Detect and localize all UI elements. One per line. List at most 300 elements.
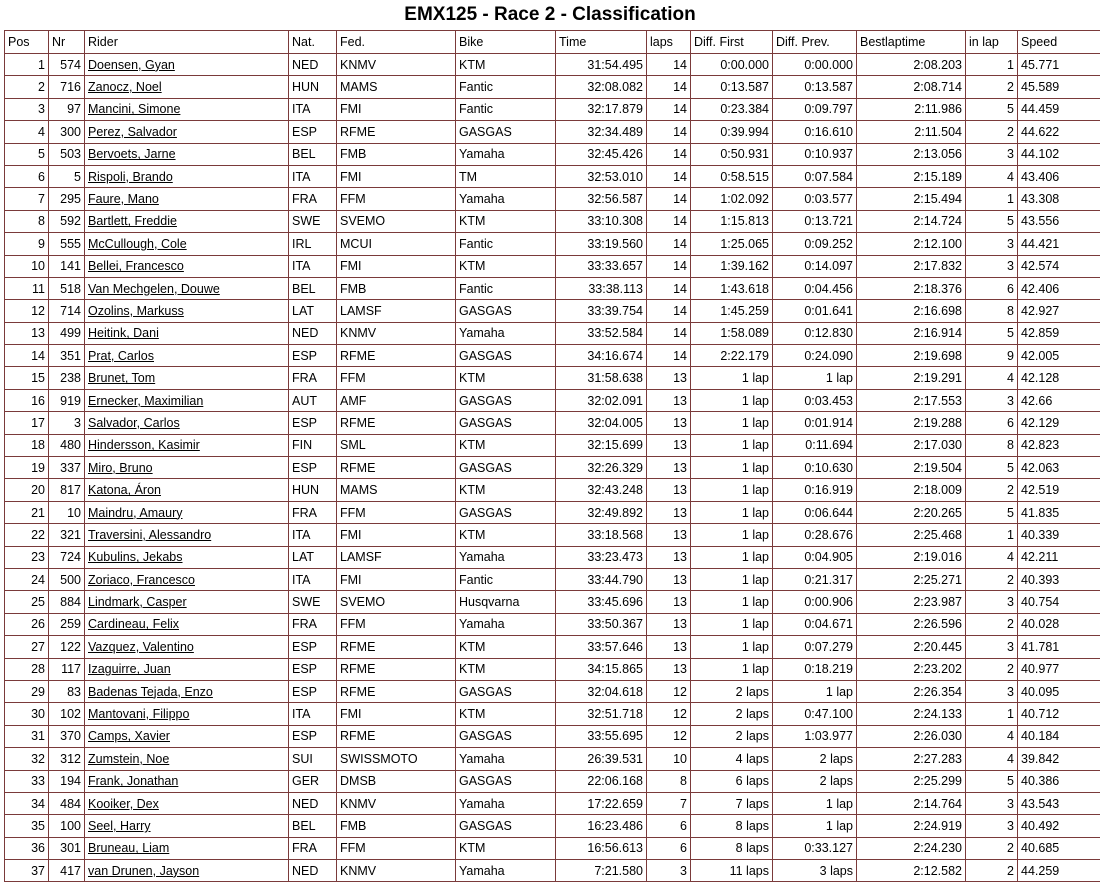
cell-nat: BEL [289, 277, 337, 299]
cell-speed: 40.712 [1018, 703, 1100, 725]
rider-link[interactable]: Rispoli, Brando [88, 169, 173, 184]
cell-pos: 16 [5, 389, 49, 411]
cell-nat: NED [289, 322, 337, 344]
cell-speed: 44.622 [1018, 121, 1100, 143]
cell-nat: ESP [289, 457, 337, 479]
cell-rider [85, 524, 289, 546]
rider-link[interactable]: Salvador, Carlos [88, 415, 180, 430]
cell-bike: Yamaha [456, 143, 556, 165]
cell-in-lap: 3 [966, 389, 1018, 411]
table-row [5, 143, 1100, 165]
table-row [5, 322, 1100, 344]
cell-pos: 12 [5, 300, 49, 322]
cell-nr: 141 [49, 255, 85, 277]
cell-diff-prev: 0:21.317 [773, 568, 857, 590]
cell-diff-first: 1 lap [691, 501, 773, 523]
cell-nr: 312 [49, 748, 85, 770]
cell-diff-first: 0:39.994 [691, 121, 773, 143]
cell-nr: 337 [49, 457, 85, 479]
cell-bestlaptime: 2:26.596 [857, 613, 966, 635]
cell-pos: 17 [5, 412, 49, 434]
cell-in-lap: 5 [966, 457, 1018, 479]
cell-rider [85, 770, 289, 792]
cell-diff-first: 2 laps [691, 703, 773, 725]
cell-nat: NED [289, 792, 337, 814]
cell-fed: DMSB [337, 770, 456, 792]
cell-pos: 30 [5, 703, 49, 725]
cell-speed: 40.685 [1018, 837, 1100, 859]
cell-diff-first: 0:00.000 [691, 54, 773, 76]
rider-link[interactable]: Traversini, Alessandro [88, 527, 212, 542]
cell-diff-prev: 0:07.279 [773, 636, 857, 658]
cell-in-lap: 3 [966, 636, 1018, 658]
column-header-bike: Bike [456, 31, 556, 54]
cell-nr: 884 [49, 591, 85, 613]
cell-pos: 21 [5, 501, 49, 523]
cell-nr: 817 [49, 479, 85, 501]
cell-rider [85, 457, 289, 479]
rider-link[interactable]: Lindmark, Casper [88, 595, 187, 610]
cell-speed: 43.543 [1018, 792, 1100, 814]
column-header-rider: Rider [85, 31, 289, 54]
cell-bestlaptime: 2:24.230 [857, 837, 966, 859]
cell-fed: MAMS [337, 76, 456, 98]
cell-time: 33:18.568 [556, 524, 647, 546]
cell-bike: KTM [456, 703, 556, 725]
cell-diff-first: 0:50.931 [691, 143, 773, 165]
cell-laps: 14 [647, 121, 691, 143]
cell-diff-first: 2 laps [691, 725, 773, 747]
classification-table [4, 30, 1100, 882]
rider-link[interactable]: Izaguirre, Juan [88, 662, 171, 677]
cell-diff-first: 1:58.089 [691, 322, 773, 344]
cell-pos: 35 [5, 815, 49, 837]
table-row [5, 524, 1100, 546]
cell-bestlaptime: 2:13.056 [857, 143, 966, 165]
cell-nr: 238 [49, 367, 85, 389]
cell-pos: 37 [5, 860, 49, 882]
rider-link[interactable]: Perez, Salvador [88, 124, 177, 139]
cell-speed: 40.754 [1018, 591, 1100, 613]
rider-link[interactable]: Mantovani, Filippo [88, 707, 190, 722]
cell-diff-first: 1 lap [691, 434, 773, 456]
cell-time: 34:15.865 [556, 658, 647, 680]
cell-diff-prev: 1 lap [773, 680, 857, 702]
table-row [5, 233, 1100, 255]
cell-pos: 22 [5, 524, 49, 546]
cell-pos: 18 [5, 434, 49, 456]
rider-link[interactable]: van Drunen, Jayson [88, 863, 200, 878]
cell-diff-prev: 1 lap [773, 815, 857, 837]
cell-rider [85, 121, 289, 143]
cell-rider [85, 860, 289, 882]
cell-nr: 5 [49, 165, 85, 187]
cell-bestlaptime: 2:08.714 [857, 76, 966, 98]
cell-laps: 14 [647, 143, 691, 165]
cell-diff-prev: 0:12.830 [773, 322, 857, 344]
cell-rider [85, 300, 289, 322]
cell-time: 26:39.531 [556, 748, 647, 770]
cell-bestlaptime: 2:08.203 [857, 54, 966, 76]
cell-in-lap: 1 [966, 188, 1018, 210]
rider-link[interactable]: Frank, Jonathan [88, 774, 179, 789]
cell-time: 32:04.005 [556, 412, 647, 434]
cell-laps: 13 [647, 636, 691, 658]
cell-bestlaptime: 2:12.582 [857, 860, 966, 882]
cell-laps: 12 [647, 703, 691, 725]
cell-bike: Yamaha [456, 546, 556, 568]
rider-link[interactable]: Katona, Áron [88, 483, 161, 498]
cell-bestlaptime: 2:26.354 [857, 680, 966, 702]
rider-link[interactable]: Mancini, Simone [88, 102, 181, 117]
cell-nr: 194 [49, 770, 85, 792]
cell-rider [85, 748, 289, 770]
table-row [5, 837, 1100, 859]
column-header-laps: laps [647, 31, 691, 54]
cell-nat: LAT [289, 300, 337, 322]
cell-time: 33:39.754 [556, 300, 647, 322]
rider-link[interactable]: Ernecker, Maximilian [88, 393, 204, 408]
cell-bike: Husqvarna [456, 591, 556, 613]
cell-laps: 14 [647, 188, 691, 210]
cell-in-lap: 1 [966, 54, 1018, 76]
cell-diff-prev: 0:09.797 [773, 98, 857, 120]
cell-in-lap: 4 [966, 367, 1018, 389]
table-row [5, 792, 1100, 814]
cell-nr: 518 [49, 277, 85, 299]
cell-nat: FRA [289, 367, 337, 389]
cell-in-lap: 2 [966, 658, 1018, 680]
rider-link[interactable]: Vazquez, Valentino [88, 639, 194, 654]
cell-rider [85, 725, 289, 747]
rider-link[interactable]: Kooiker, Dex [88, 796, 159, 811]
cell-laps: 13 [647, 524, 691, 546]
cell-fed: FMI [337, 165, 456, 187]
rider-link[interactable]: Cardineau, Felix [88, 617, 180, 632]
cell-fed: RFME [337, 680, 456, 702]
cell-time: 33:33.657 [556, 255, 647, 277]
cell-rider [85, 143, 289, 165]
cell-diff-first: 1:15.813 [691, 210, 773, 232]
cell-speed: 44.259 [1018, 860, 1100, 882]
cell-in-lap: 3 [966, 680, 1018, 702]
cell-rider [85, 367, 289, 389]
cell-bike: Fantic [456, 98, 556, 120]
cell-bike: Yamaha [456, 613, 556, 635]
cell-bike: GASGAS [456, 680, 556, 702]
cell-rider [85, 277, 289, 299]
cell-rider [85, 591, 289, 613]
cell-time: 33:23.473 [556, 546, 647, 568]
cell-pos: 13 [5, 322, 49, 344]
cell-diff-prev: 0:04.671 [773, 613, 857, 635]
cell-in-lap: 8 [966, 300, 1018, 322]
cell-rider [85, 412, 289, 434]
cell-nat: ESP [289, 658, 337, 680]
cell-time: 33:38.113 [556, 277, 647, 299]
rider-link[interactable]: Miro, Bruno [88, 460, 153, 475]
cell-in-lap: 2 [966, 837, 1018, 859]
cell-nr: 3 [49, 412, 85, 434]
cell-pos: 10 [5, 255, 49, 277]
cell-rider [85, 76, 289, 98]
cell-fed: FMB [337, 815, 456, 837]
rider-link[interactable]: Bruneau, Liam [88, 841, 170, 856]
cell-bike: GASGAS [456, 345, 556, 367]
cell-speed: 42.211 [1018, 546, 1100, 568]
cell-fed: FMI [337, 255, 456, 277]
cell-bike: GASGAS [456, 300, 556, 322]
cell-in-lap: 5 [966, 770, 1018, 792]
cell-bestlaptime: 2:20.445 [857, 636, 966, 658]
rider-link[interactable]: McCullough, Cole [88, 236, 187, 251]
table-row [5, 860, 1100, 882]
cell-pos: 14 [5, 345, 49, 367]
cell-nat: HUN [289, 76, 337, 98]
cell-fed: RFME [337, 725, 456, 747]
cell-diff-prev: 0:04.456 [773, 277, 857, 299]
cell-in-lap: 4 [966, 748, 1018, 770]
table-row [5, 98, 1100, 120]
cell-bestlaptime: 2:12.100 [857, 233, 966, 255]
cell-diff-prev: 0:07.584 [773, 165, 857, 187]
cell-bestlaptime: 2:23.202 [857, 658, 966, 680]
cell-laps: 13 [647, 546, 691, 568]
cell-nr: 555 [49, 233, 85, 255]
cell-time: 32:53.010 [556, 165, 647, 187]
cell-bestlaptime: 2:23.987 [857, 591, 966, 613]
cell-bike: Fantic [456, 568, 556, 590]
cell-time: 34:16.674 [556, 345, 647, 367]
cell-laps: 13 [647, 501, 691, 523]
cell-time: 33:10.308 [556, 210, 647, 232]
cell-nat: ITA [289, 703, 337, 725]
cell-diff-prev: 0:24.090 [773, 345, 857, 367]
cell-bestlaptime: 2:17.832 [857, 255, 966, 277]
cell-speed: 42.128 [1018, 367, 1100, 389]
cell-speed: 40.095 [1018, 680, 1100, 702]
cell-rider [85, 322, 289, 344]
cell-fed: SVEMO [337, 591, 456, 613]
cell-diff-prev: 0:28.676 [773, 524, 857, 546]
cell-time: 17:22.659 [556, 792, 647, 814]
cell-diff-first: 1 lap [691, 479, 773, 501]
page-title: EMX125 - Race 2 - Classification [404, 4, 696, 25]
cell-in-lap: 9 [966, 345, 1018, 367]
cell-speed: 41.781 [1018, 636, 1100, 658]
rider-link[interactable]: Prat, Carlos [88, 348, 154, 363]
cell-in-lap: 2 [966, 121, 1018, 143]
cell-diff-prev: 0:33.127 [773, 837, 857, 859]
cell-pos: 27 [5, 636, 49, 658]
cell-in-lap: 5 [966, 501, 1018, 523]
table-row [5, 54, 1100, 76]
rider-link[interactable]: Bellei, Francesco [88, 259, 184, 274]
cell-speed: 45.589 [1018, 76, 1100, 98]
cell-bike: Fantic [456, 233, 556, 255]
cell-bestlaptime: 2:18.009 [857, 479, 966, 501]
cell-time: 32:51.718 [556, 703, 647, 725]
cell-time: 31:54.495 [556, 54, 647, 76]
cell-speed: 42.005 [1018, 345, 1100, 367]
cell-fed: RFME [337, 636, 456, 658]
cell-bestlaptime: 2:25.468 [857, 524, 966, 546]
rider-link[interactable]: Heitink, Dani [88, 326, 159, 341]
cell-diff-first: 1:39.162 [691, 255, 773, 277]
cell-bike: GASGAS [456, 501, 556, 523]
table-row [5, 546, 1100, 568]
cell-speed: 39.842 [1018, 748, 1100, 770]
cell-in-lap: 3 [966, 815, 1018, 837]
rider-link[interactable]: Badenas Tejada, Enzo [88, 684, 213, 699]
cell-pos: 32 [5, 748, 49, 770]
rider-link[interactable]: Doensen, Gyan [88, 57, 175, 72]
cell-bestlaptime: 2:11.504 [857, 121, 966, 143]
cell-nr: 724 [49, 546, 85, 568]
cell-laps: 14 [647, 76, 691, 98]
cell-diff-first: 1:25.065 [691, 233, 773, 255]
rider-link[interactable]: Van Mechgelen, Douwe [88, 281, 220, 296]
rider-link[interactable]: Zanocz, Noel [88, 80, 162, 95]
cell-bestlaptime: 2:17.030 [857, 434, 966, 456]
table-row [5, 658, 1100, 680]
cell-nat: ITA [289, 524, 337, 546]
cell-fed: SWISSMOTO [337, 748, 456, 770]
column-header-time: Time [556, 31, 647, 54]
cell-rider [85, 792, 289, 814]
rider-link[interactable]: Zumstein, Noe [88, 751, 170, 766]
rider-link[interactable]: Seel, Harry [88, 818, 151, 833]
cell-diff-prev: 0:10.630 [773, 457, 857, 479]
cell-diff-first: 1 lap [691, 367, 773, 389]
cell-nr: 122 [49, 636, 85, 658]
cell-in-lap: 2 [966, 76, 1018, 98]
cell-rider [85, 98, 289, 120]
cell-nat: ESP [289, 636, 337, 658]
cell-laps: 14 [647, 210, 691, 232]
cell-nat: FRA [289, 613, 337, 635]
cell-fed: FFM [337, 367, 456, 389]
rider-link[interactable]: Zoriaco, Francesco [88, 572, 195, 587]
cell-time: 33:45.696 [556, 591, 647, 613]
cell-pos: 9 [5, 233, 49, 255]
cell-in-lap: 4 [966, 165, 1018, 187]
cell-speed: 44.421 [1018, 233, 1100, 255]
cell-in-lap: 2 [966, 568, 1018, 590]
rider-link[interactable]: Camps, Xavier [88, 729, 170, 744]
table-row [5, 457, 1100, 479]
rider-link[interactable]: Bervoets, Jarne [88, 147, 176, 162]
cell-time: 32:26.329 [556, 457, 647, 479]
cell-bike: Yamaha [456, 322, 556, 344]
cell-rider [85, 680, 289, 702]
table-row [5, 277, 1100, 299]
cell-speed: 40.492 [1018, 815, 1100, 837]
cell-fed: MAMS [337, 479, 456, 501]
table-row [5, 210, 1100, 232]
cell-nr: 417 [49, 860, 85, 882]
cell-speed: 40.184 [1018, 725, 1100, 747]
cell-pos: 29 [5, 680, 49, 702]
table-row [5, 568, 1100, 590]
cell-nr: 716 [49, 76, 85, 98]
cell-laps: 14 [647, 255, 691, 277]
cell-bestlaptime: 2:25.299 [857, 770, 966, 792]
cell-pos: 25 [5, 591, 49, 613]
cell-fed: RFME [337, 457, 456, 479]
cell-in-lap: 2 [966, 613, 1018, 635]
rider-link[interactable]: Faure, Mano [88, 192, 159, 207]
cell-diff-first: 11 laps [691, 860, 773, 882]
cell-bestlaptime: 2:19.291 [857, 367, 966, 389]
cell-speed: 42.823 [1018, 434, 1100, 456]
cell-bike: KTM [456, 479, 556, 501]
rider-link[interactable]: Maindru, Amaury [88, 505, 183, 520]
cell-bike: KTM [456, 524, 556, 546]
rider-link[interactable]: Hindersson, Kasimir [88, 438, 200, 453]
cell-bike: Fantic [456, 76, 556, 98]
rider-link[interactable]: Ozolins, Markuss [88, 303, 184, 318]
table-row [5, 748, 1100, 770]
cell-laps: 14 [647, 54, 691, 76]
cell-speed: 42.574 [1018, 255, 1100, 277]
cell-time: 32:04.618 [556, 680, 647, 702]
cell-laps: 13 [647, 457, 691, 479]
cell-nat: NED [289, 860, 337, 882]
cell-pos: 15 [5, 367, 49, 389]
cell-speed: 43.556 [1018, 210, 1100, 232]
cell-pos: 6 [5, 165, 49, 187]
cell-diff-prev: 0:04.905 [773, 546, 857, 568]
cell-nr: 351 [49, 345, 85, 367]
cell-pos: 1 [5, 54, 49, 76]
cell-nat: ITA [289, 98, 337, 120]
cell-bike: GASGAS [456, 412, 556, 434]
cell-diff-first: 1:43.618 [691, 277, 773, 299]
cell-rider [85, 389, 289, 411]
cell-fed: SML [337, 434, 456, 456]
cell-bestlaptime: 2:16.914 [857, 322, 966, 344]
cell-bestlaptime: 2:19.016 [857, 546, 966, 568]
cell-fed: KNMV [337, 322, 456, 344]
cell-rider [85, 568, 289, 590]
cell-pos: 11 [5, 277, 49, 299]
cell-fed: FMI [337, 703, 456, 725]
rider-link[interactable]: Kubulins, Jekabs [88, 550, 183, 565]
rider-link[interactable]: Brunet, Tom [88, 371, 156, 386]
cell-in-lap: 5 [966, 98, 1018, 120]
cell-diff-prev: 3 laps [773, 860, 857, 882]
cell-speed: 42.129 [1018, 412, 1100, 434]
cell-time: 32:17.879 [556, 98, 647, 120]
cell-time: 32:02.091 [556, 389, 647, 411]
table-row [5, 501, 1100, 523]
cell-fed: RFME [337, 658, 456, 680]
cell-pos: 34 [5, 792, 49, 814]
cell-fed: FMI [337, 568, 456, 590]
cell-bestlaptime: 2:15.189 [857, 165, 966, 187]
rider-link[interactable]: Bartlett, Freddie [88, 214, 177, 229]
cell-pos: 19 [5, 457, 49, 479]
cell-time: 33:19.560 [556, 233, 647, 255]
cell-speed: 44.102 [1018, 143, 1100, 165]
cell-diff-first: 2:22.179 [691, 345, 773, 367]
cell-pos: 3 [5, 98, 49, 120]
cell-pos: 4 [5, 121, 49, 143]
cell-rider [85, 658, 289, 680]
cell-diff-prev: 0:03.577 [773, 188, 857, 210]
cell-diff-prev: 0:14.097 [773, 255, 857, 277]
